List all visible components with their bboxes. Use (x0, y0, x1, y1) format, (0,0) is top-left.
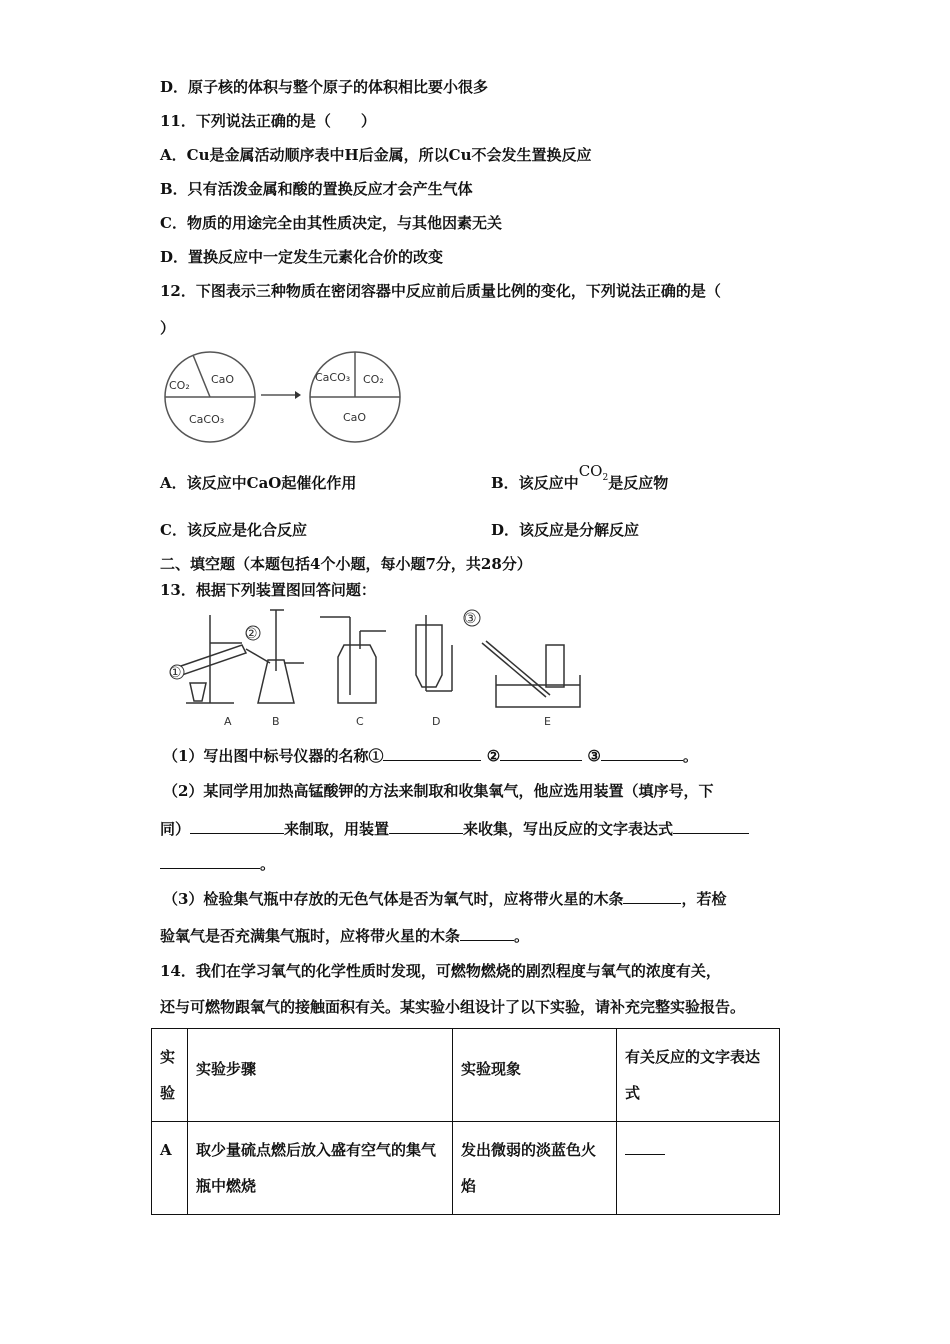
row-step: 取少量硫点燃后放入盛有空气的集气瓶中燃烧 (188, 1122, 453, 1215)
label-c: C (356, 715, 364, 728)
blank-collector[interactable] (389, 819, 463, 834)
q10-option-d: D．原子核的体积与整个原子的体积相比要小很多 (160, 78, 489, 96)
blank-test-full[interactable] (460, 926, 514, 941)
q12-option-d: D．该反应是分解反应 (491, 521, 640, 539)
q12-b-pre: B．该反应中 (491, 474, 579, 492)
q13-part2-line1: （2）某同学用加热高锰酸钾的方法来制取和收集氧气，他应选用装置（填序号，下 (163, 782, 714, 800)
q13-p1-end: 。 (682, 747, 698, 765)
q13-part2-line2 (160, 819, 749, 839)
header-experiment: 实验 (152, 1029, 188, 1122)
q11-option-c: C．物质的用途完全由其性质决定，与其他因素无关 (160, 214, 502, 232)
q12-stem-end: ） (160, 319, 176, 337)
label-a: A (224, 715, 232, 728)
blank-generator[interactable] (190, 819, 284, 834)
q13-p3-b: ，若检 (681, 890, 727, 908)
q13-p2-b: 同） (160, 820, 191, 838)
blank-expression-1[interactable] (673, 819, 749, 834)
q13-part3-line2 (160, 926, 529, 946)
blank-instrument-2[interactable] (500, 746, 582, 761)
before-co2-label: CO₂ (169, 379, 190, 392)
header-phenomenon: 实验现象 (453, 1029, 617, 1122)
blank-test-oxygen[interactable] (623, 889, 681, 904)
row-phenomenon: 发出微弱的淡蓝色火焰 (453, 1122, 617, 1215)
q11-option-a: A．Cu是金属活动顺序表中H后金属，所以Cu不会发生置换反应 (160, 146, 592, 164)
q11-option-b: B．只有活泼金属和酸的置换反应才会产生气体 (160, 180, 473, 198)
label-circle-2: ② (245, 626, 258, 642)
table-header-row (152, 1029, 780, 1122)
after-cao-label: CaO (343, 411, 367, 424)
blank-instrument-1[interactable] (383, 746, 481, 761)
q13-p3-end: 。 (514, 927, 530, 945)
q12-b-post: 是反应物 (608, 474, 669, 492)
q13-apparatus-diagram (160, 605, 600, 735)
q13-p1-b: ② (486, 747, 501, 765)
q12-stem: 12．下图表示三种物质在密闭容器中反应前后质量比例的变化，下列说法正确的是（ (160, 282, 721, 300)
q11-stem: 11．下列说法正确的是（ ） (160, 112, 376, 130)
q14-line2: 还与可燃物跟氧气的接触面积有关。某实验小组设计了以下实验，请补充完整实验报告。 (160, 998, 746, 1016)
blank-expression-2[interactable] (160, 854, 260, 869)
blank-reaction-expression[interactable] (625, 1140, 665, 1155)
label-e: E (544, 715, 551, 728)
after-caco3-label: CaCO₃ (315, 371, 351, 384)
q13-p3-a: （3）检验集气瓶中存放的无色气体是否为氧气时，应将带火星的木条 (163, 890, 624, 908)
label-circle-1: ① (169, 665, 182, 681)
before-cao-label: CaO (211, 373, 235, 386)
q12-option-b (491, 462, 669, 500)
before-caco3-label: CaCO₃ (189, 413, 225, 426)
experiment-table (151, 1028, 780, 1215)
q13-stem: 13．根据下列装置图回答问题： (160, 581, 376, 599)
q14-line1: 14．我们在学习氧气的化学性质时发现，可燃物燃烧的剧烈程度与氧气的浓度有关， (160, 962, 721, 980)
q13-part3-line1 (163, 889, 726, 909)
header-steps: 实验步骤 (188, 1029, 453, 1122)
label-circle-3: ③ (464, 611, 477, 627)
row-id: A (152, 1122, 188, 1215)
q13-p1-a: （1）写出图中标号仪器的名称① (163, 747, 384, 765)
q13-part2-line3 (160, 854, 275, 874)
q13-p2-c: 来制取，用装置 (284, 820, 390, 838)
label-b: B (272, 715, 280, 728)
q13-part1 (163, 746, 698, 766)
q12-option-a: A．该反应中CaO起催化作用 (160, 474, 357, 492)
q13-p2-d: 来收集，写出反应的文字表达式 (463, 820, 674, 838)
q13-p2-end: 。 (260, 855, 276, 873)
q13-p1-c: ③ (587, 747, 601, 765)
section-2-heading: 二、填空题（本题包括4个小题，每小题7分，共28分） (160, 555, 532, 573)
co2-formula (578, 462, 609, 483)
blank-instrument-3[interactable] (601, 746, 683, 761)
after-co2-label: CO₂ (363, 373, 384, 386)
header-expression: 有关反应的文字表达式 (617, 1029, 780, 1122)
row-expression[interactable] (617, 1122, 780, 1215)
label-d: D (432, 715, 441, 728)
table-row (152, 1122, 780, 1215)
q12-option-c: C．该反应是化合反应 (160, 521, 307, 539)
q11-option-d: D．置换反应中一定发生元素化合价的改变 (160, 248, 444, 266)
co2-formula-main: CO (578, 462, 603, 480)
q13-p3-c: 验氧气是否充满集气瓶时，应将带火星的木条 (160, 927, 461, 945)
co2-formula-sub: 2 (602, 473, 609, 483)
q12-pie-diagram (155, 345, 415, 455)
